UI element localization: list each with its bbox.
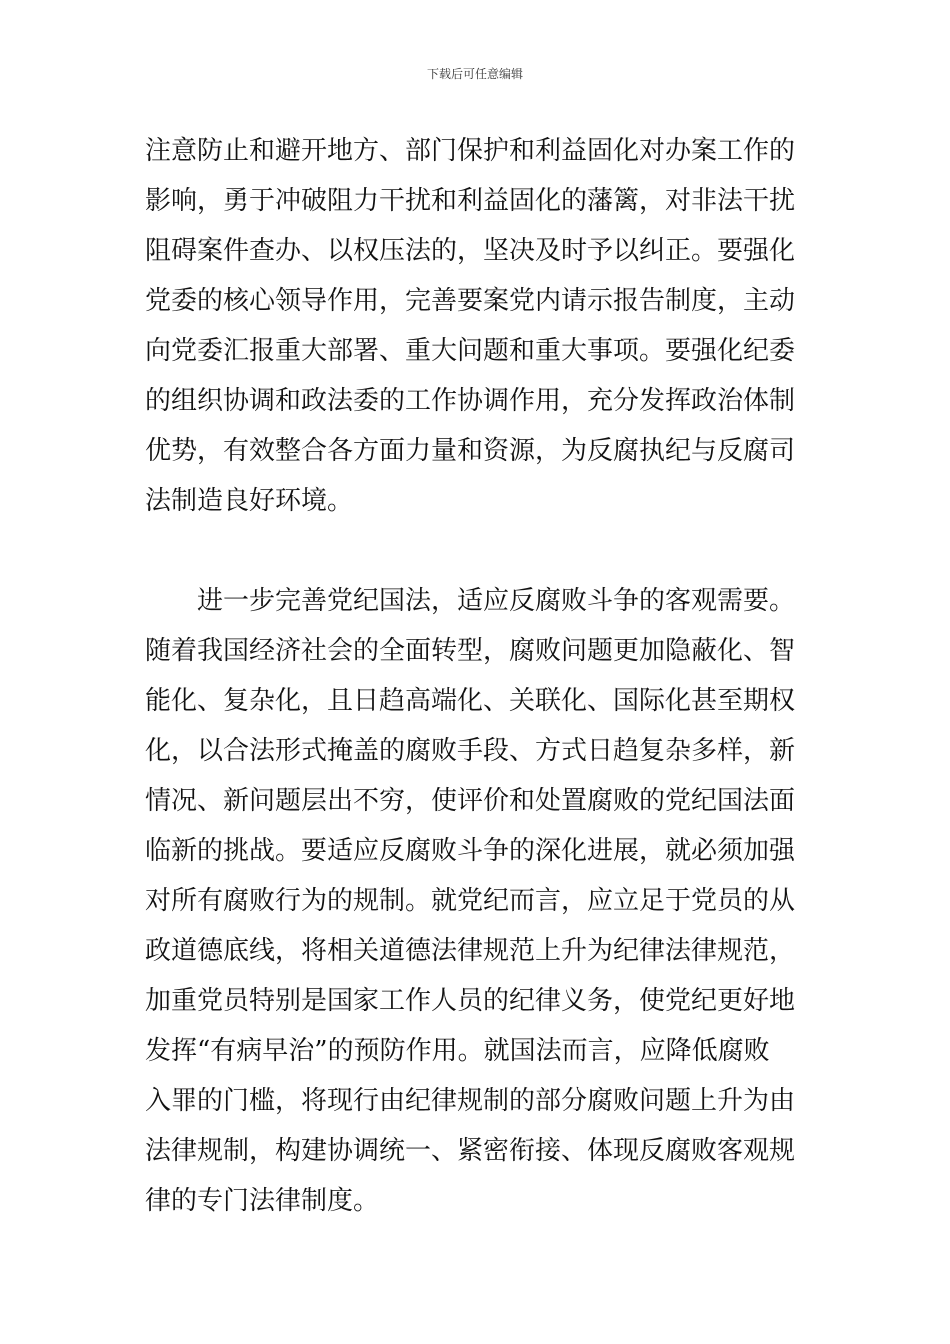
text-line: 能化、复杂化，且日趋高端化、关联化、国际化甚至期权 bbox=[145, 686, 796, 716]
text-line: 入罪的门槛，将现行由纪律规制的部分腐败问题上升为由 bbox=[145, 1086, 796, 1116]
text-line: 进一步完善党纪国法，适应反腐败斗争的客观需要。 bbox=[197, 586, 796, 616]
text-line: 影响，勇于冲破阻力干扰和利益固化的藩篱，对非法干扰 bbox=[145, 186, 796, 216]
text-line: 律的专门法律制度。 bbox=[145, 1186, 380, 1216]
text-line: 政道德底线，将相关道德法律规范上升为纪律法律规范， bbox=[145, 936, 796, 966]
text-line: 化，以合法形式掩盖的腐败手段、方式日趋复杂多样，新 bbox=[145, 736, 796, 766]
text-line: 注意防止和避开地方、部门保护和利益固化对办案工作的 bbox=[145, 136, 796, 166]
text-line: 对所有腐败行为的规制。就党纪而言，应立足于党员的从 bbox=[145, 886, 796, 916]
paragraph-spacer bbox=[145, 526, 807, 576]
text-line: 的组织协调和政法委的工作协调作用，充分发挥政治体制 bbox=[145, 386, 796, 416]
text-line: 优势，有效整合各方面力量和资源，为反腐执纪与反腐司 bbox=[145, 436, 796, 466]
text-line: 随着我国经济社会的全面转型，腐败问题更加隐蔽化、智 bbox=[145, 636, 796, 666]
text-line: 加重党员特别是国家工作人员的纪律义务，使党纪更好地 bbox=[145, 986, 796, 1016]
text-line: 法制造良好环境。 bbox=[145, 486, 354, 516]
paragraph-1 bbox=[145, 126, 807, 526]
page-header: 下载后可任意编辑 bbox=[426, 67, 523, 81]
paragraph-2 bbox=[145, 576, 807, 1226]
text-line: 阻碍案件查办、以权压法的，坚决及时予以纠正。要强化 bbox=[145, 236, 796, 266]
text-line: 向党委汇报重大部署、重大问题和重大事项。要强化纪委 bbox=[145, 336, 796, 366]
document-body bbox=[145, 126, 807, 1226]
text-line: 党委的核心领导作用，完善要案党内请示报告制度，主动 bbox=[145, 286, 796, 316]
text-line: 情况、新问题层出不穷，使评价和处置腐败的党纪国法面 bbox=[145, 786, 796, 816]
text-line: 法律规制，构建协调统一、紧密衔接、体现反腐败客观规 bbox=[145, 1136, 796, 1166]
text-line: 临新的挑战。要适应反腐败斗争的深化进展，就必须加强 bbox=[145, 836, 796, 866]
text-line: 发挥“有病早治”的预防作用。就国法而言，应降低腐败 bbox=[145, 1036, 770, 1066]
